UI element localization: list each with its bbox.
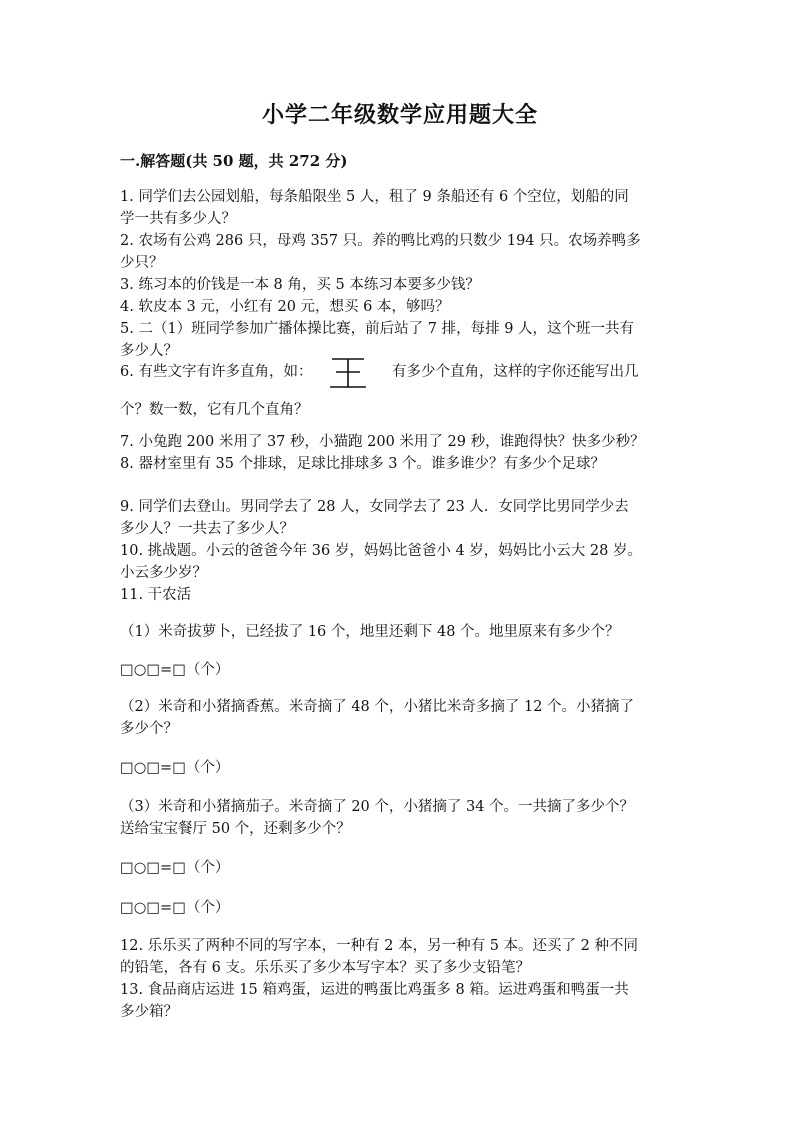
answer-blank-1: □○□=□（个） [120,662,230,678]
question-6-line-1b: 有多少个直角，这样的字你还能写出几 [392,364,639,380]
question-11-part-3-line-2: 送给宝宝餐厅 50 个，还剩多少个？ [120,821,351,837]
question-2-line-1: 2. 农场有公鸡 286 只，母鸡 357 只。养的鸭比鸡的只数少 194 只。农场养鸭多 [120,233,641,249]
question-1-line-1: 1. 同学们去公园划船，每条船限坐 5 人，租了 9 条船还有 6 个空位，划船的同 [120,189,629,205]
question-4: 4. 软皮本 3 元，小红有 20 元，想买 6 本，够吗？ [120,299,450,315]
question-5-line-2: 多少人？ [120,343,178,359]
question-8: 8. 器材室里有 35 个排球，足球比排球多 3 个。谁多谁少？有多少个足球？ [120,456,606,472]
question-5-line-1: 5. 二（1）班同学参加广播体操比赛，前后站了 7 排，每排 9 人，这个班一共有 [120,321,635,337]
wang-character-figure [330,356,366,390]
question-11-heading: 11. 干农活 [120,587,192,603]
question-12-line-2: 的铅笔，各有 6 支。乐乐买了多少本写字本？买了多少支铅笔？ [120,960,530,976]
question-11-part-3-line-1: （3）米奇和小猪摘茄子。米奇摘了 20 个，小猪摘了 34 个。一共摘了多少个？ [120,799,635,815]
question-9-line-1: 9. 同学们去登山。男同学去了 28 人，女同学去了 23 人．女同学比男同学少去 [120,499,629,515]
question-11-part-1: （1）米奇拔萝卜，已经拔了 16 个，地里还剩下 48 个。地里原来有多少个？ [120,624,620,640]
answer-blank-4: □○□=□（个） [120,900,230,916]
question-10-line-2: 小云多少岁？ [120,565,207,581]
answer-blank-2: □○□=□（个） [120,760,230,776]
page-title: 小学二年级数学应用题大全 [261,102,538,128]
question-9-line-2: 多少人？一共去了多少人？ [120,521,294,537]
question-11-part-2-line-1: （2）米奇和小猪摘香蕉。米奇摘了 48 个，小猪比米奇多摘了 12 个。小猪摘了 [120,699,635,715]
question-1-line-2: 学一共有多少人？ [120,211,236,227]
question-11-part-2-line-2: 多少个？ [120,721,178,737]
question-3: 3. 练习本的价钱是一本 8 角，买 5 本练习本要多少钱？ [120,277,480,293]
question-13-line-2: 多少箱？ [120,1004,178,1020]
section-heading: 一.解答题(共 50 题，共 272 分) [120,152,348,170]
question-13-line-1: 13. 食品商店运进 15 箱鸡蛋，运进的鸭蛋比鸡蛋多 8 箱。运进鸡蛋和鸭蛋一共 [120,982,629,998]
question-6-line-1a: 6. 有些文字有许多直角，如： [120,364,313,380]
question-7: 7. 小兔跑 200 米用了 37 秒，小猫跑 200 米用了 29 秒，谁跑得快？快多少秒？ [120,434,645,450]
question-6-line-2: 个？数一数，它有几个直角？ [120,402,309,418]
question-12-line-1: 12. 乐乐买了两种不同的写字本，一种有 2 本，另一种有 5 本。还买了 2 种不同 [120,938,638,954]
question-2-line-2: 少只？ [120,255,164,271]
answer-blank-3: □○□=□（个） [120,860,230,876]
question-10-line-1: 10. 挑战题。小云的爸爸今年 36 岁，妈妈比爸爸小 4 岁，妈妈比小云大 28 岁。 [120,543,642,559]
